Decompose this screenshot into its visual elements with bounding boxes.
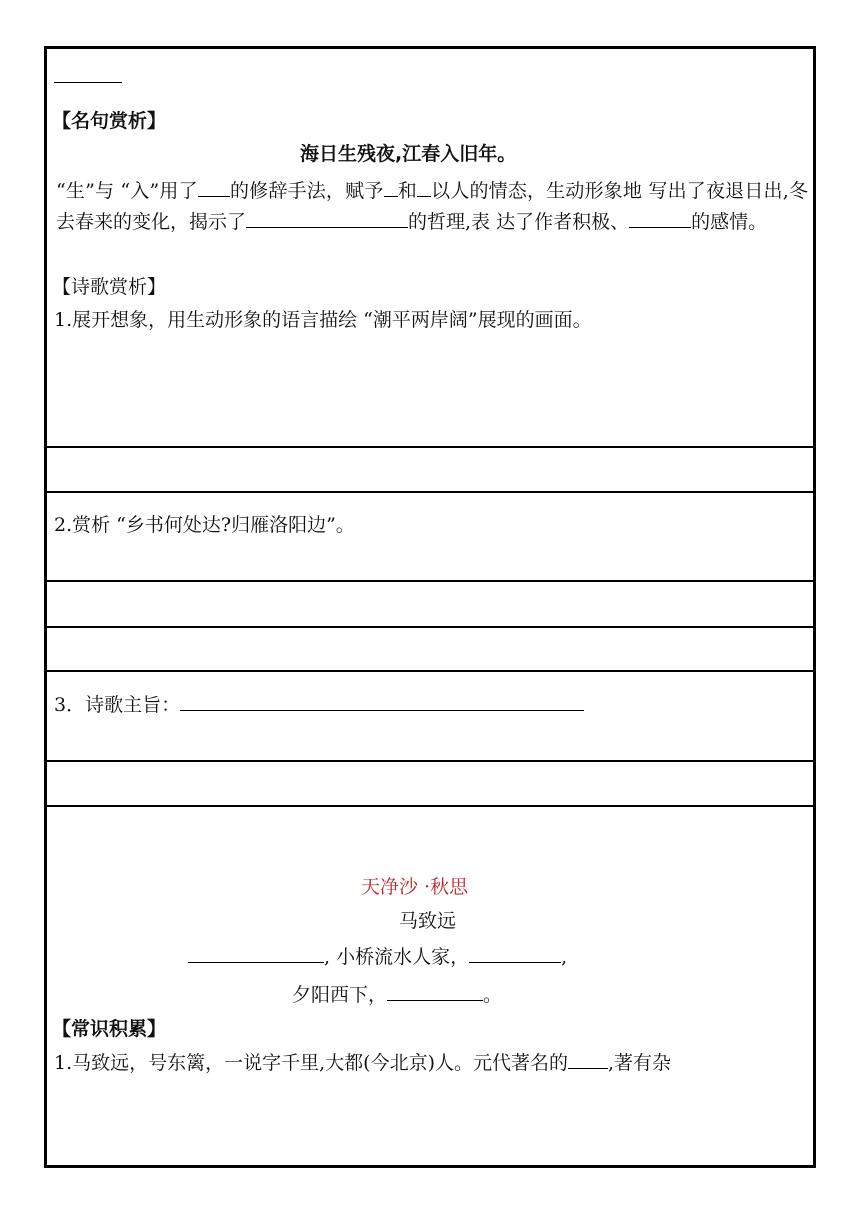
answer-line-6 [44, 760, 816, 762]
top-blank [54, 64, 122, 90]
poem-line-2 [292, 982, 502, 1008]
knowledge-item-1-text: 1.马致远，号东篱，一说字千里,大都(今北京)人。元代著名的 [54, 1052, 568, 1074]
answer-line-4 [44, 626, 816, 628]
poem-title: 天净沙 ·秋思 [361, 876, 469, 898]
question-3 [54, 692, 584, 718]
poem-line-2-text: 夕阳西下， [292, 984, 388, 1006]
section-heading-poem-appreciation: 【诗歌赏析】 [52, 276, 167, 298]
poem-line-1-text: , 小桥流水人家， [324, 946, 470, 968]
section-heading-famous-lines: 【名句赏析】 [52, 110, 167, 132]
blank-theme [180, 692, 584, 711]
question-3-label: 3．诗歌主旨： [54, 694, 181, 716]
famous-quote: 海日生残夜,江春入旧年。 [300, 143, 517, 165]
knowledge-item-1-tail: ,著有杂 [608, 1052, 672, 1074]
blank-poem-1 [188, 944, 324, 963]
blank-subject-2 [417, 178, 431, 197]
blank-poem-3 [387, 982, 483, 1001]
answer-line-7 [44, 805, 816, 807]
poem-line-1 [188, 944, 567, 970]
blank-subject-1 [384, 178, 398, 197]
answer-line-1 [44, 446, 816, 448]
blank-poem-2 [469, 944, 561, 963]
poem-line-1-end: , [561, 946, 568, 968]
answer-line-3 [44, 580, 816, 582]
blank-philosophy [246, 209, 408, 228]
answer-line-2 [44, 491, 816, 493]
top-blank-line [54, 64, 122, 83]
paragraph-text-6: 的感情。 [691, 211, 768, 233]
blank-emotion [629, 209, 691, 228]
paragraph-text-2: 的修辞手法，赋予 [229, 180, 384, 202]
question-1: 1.展开想象，用生动形象的语言描绘 “潮平两岸阔”展现的画面。 [54, 309, 592, 331]
paragraph-text-1: “生”与 “入”用了 [56, 180, 198, 202]
paragraph-text-4: 以人的情态，生动形象地 写出了夜退日出,冬去春来的变化，揭示了 [56, 180, 808, 233]
blank-identity [568, 1050, 608, 1069]
paragraph-text-3: 和 [397, 180, 417, 202]
blank-rhetoric [198, 178, 230, 197]
paragraph-text-5: 的哲理,表 达了作者积极、 [408, 211, 630, 233]
answer-line-5 [44, 670, 816, 672]
section-heading-knowledge: 【常识积累】 [52, 1018, 167, 1040]
question-2: 2.赏析 “乡书何处达?归雁洛阳边”。 [54, 514, 355, 536]
knowledge-item-1 [54, 1050, 671, 1076]
appreciation-paragraph [56, 176, 808, 238]
poem-author: 马致远 [399, 910, 457, 932]
poem-line-2-end: 。 [483, 984, 503, 1006]
